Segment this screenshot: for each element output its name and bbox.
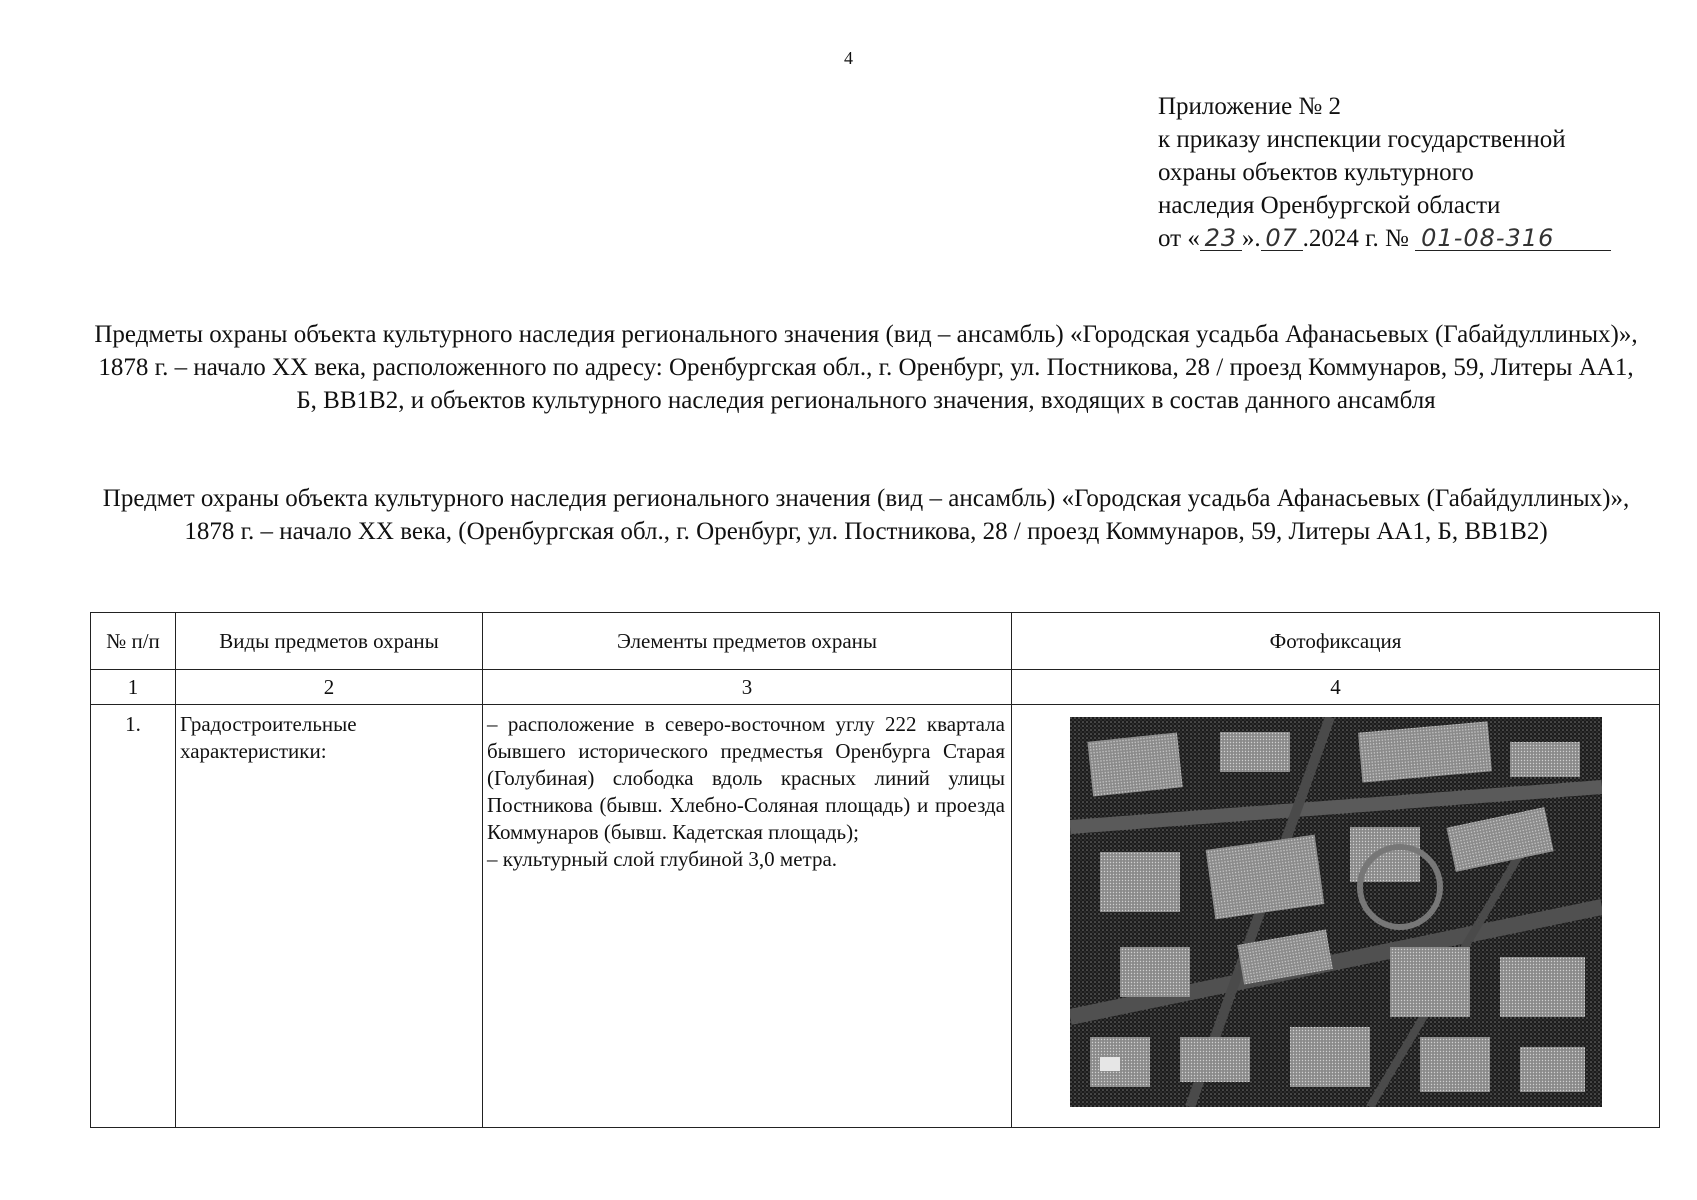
aerial-photo xyxy=(1070,717,1602,1107)
column-number: 3 xyxy=(483,670,1012,705)
appendix-block xyxy=(1158,90,1658,255)
table-header-row xyxy=(91,613,1660,670)
element-item: – расположение в северо-восточном углу 222 квартала бывшего исторического предместья Оренбурга Старая (Голубиная) слободка вдоль красных линий улицы Постникова (бывш. Хлебно-Соляная площадь) и проезда Коммунаров (бывш. Кадетская площадь); xyxy=(487,712,1005,844)
document-subtitle: Предмет охраны объекта культурного наследия регионального значения (вид – ансамбль) «Городская усадьба Афанасьевых (Габайдуллиных)», 1878 г. – начало XX века, (Оренбургская обл., г. Оренбург, ул. Постникова, 28 / проезд Коммунаров, 59, Литеры АА1, Б, ВВ1В2) xyxy=(102,485,1630,545)
handwritten-order-number: 01-08-316 xyxy=(1415,226,1611,251)
handwritten-month: 07 xyxy=(1261,226,1303,251)
column-number: 2 xyxy=(176,670,483,705)
row-number: 1. xyxy=(91,705,176,1128)
column-number-row xyxy=(91,670,1660,705)
handwritten-day: 23 xyxy=(1200,226,1242,251)
page-number: 4 xyxy=(844,48,853,68)
header-photo: Фотофиксация xyxy=(1012,613,1660,670)
appendix-order-line: к приказу инспекции государственной xyxy=(1158,126,1566,153)
row-photo-cell xyxy=(1012,705,1660,1128)
column-number: 1 xyxy=(91,670,176,705)
row-elements xyxy=(483,705,1012,1128)
element-item: – культурный слой глубиной 3,0 метра. xyxy=(487,847,838,871)
aerial-photo-image xyxy=(1070,717,1602,1107)
table-row xyxy=(91,705,1660,1128)
header-types: Виды предметов охраны xyxy=(176,613,483,670)
protection-table xyxy=(90,612,1660,1128)
column-number: 4 xyxy=(1012,670,1660,705)
row-type: Градостроительные характеристики: xyxy=(176,705,483,1128)
header-elements: Элементы предметов охраны xyxy=(483,613,1012,670)
document-title: Предметы охраны объекта культурного наследия регионального значения (вид – ансамбль) «Городская усадьба Афанасьевых (Габайдуллиных)», 1878 г. – начало XX века, расположенного по адресу: Оренбургская обл., г. Оренбург, ул. Постникова, 28 / проезд Коммунаров, 59, Литеры АА1, Б, ВВ1В2, и объектов культурного наследия регионального значения, входящих в состав данного ансамбля xyxy=(94,321,1638,414)
appendix-order-line: охраны объектов культурного xyxy=(1158,159,1474,186)
appendix-title: Приложение № 2 xyxy=(1158,93,1342,120)
appendix-order-line: наследия Оренбургской области xyxy=(1158,192,1501,219)
appendix-date-line xyxy=(1158,222,1658,255)
date-prefix: от « xyxy=(1158,225,1200,252)
date-mid: ». xyxy=(1241,225,1261,252)
header-num: № п/п xyxy=(91,613,176,670)
date-suffix: .2024 г. № xyxy=(1302,225,1409,252)
